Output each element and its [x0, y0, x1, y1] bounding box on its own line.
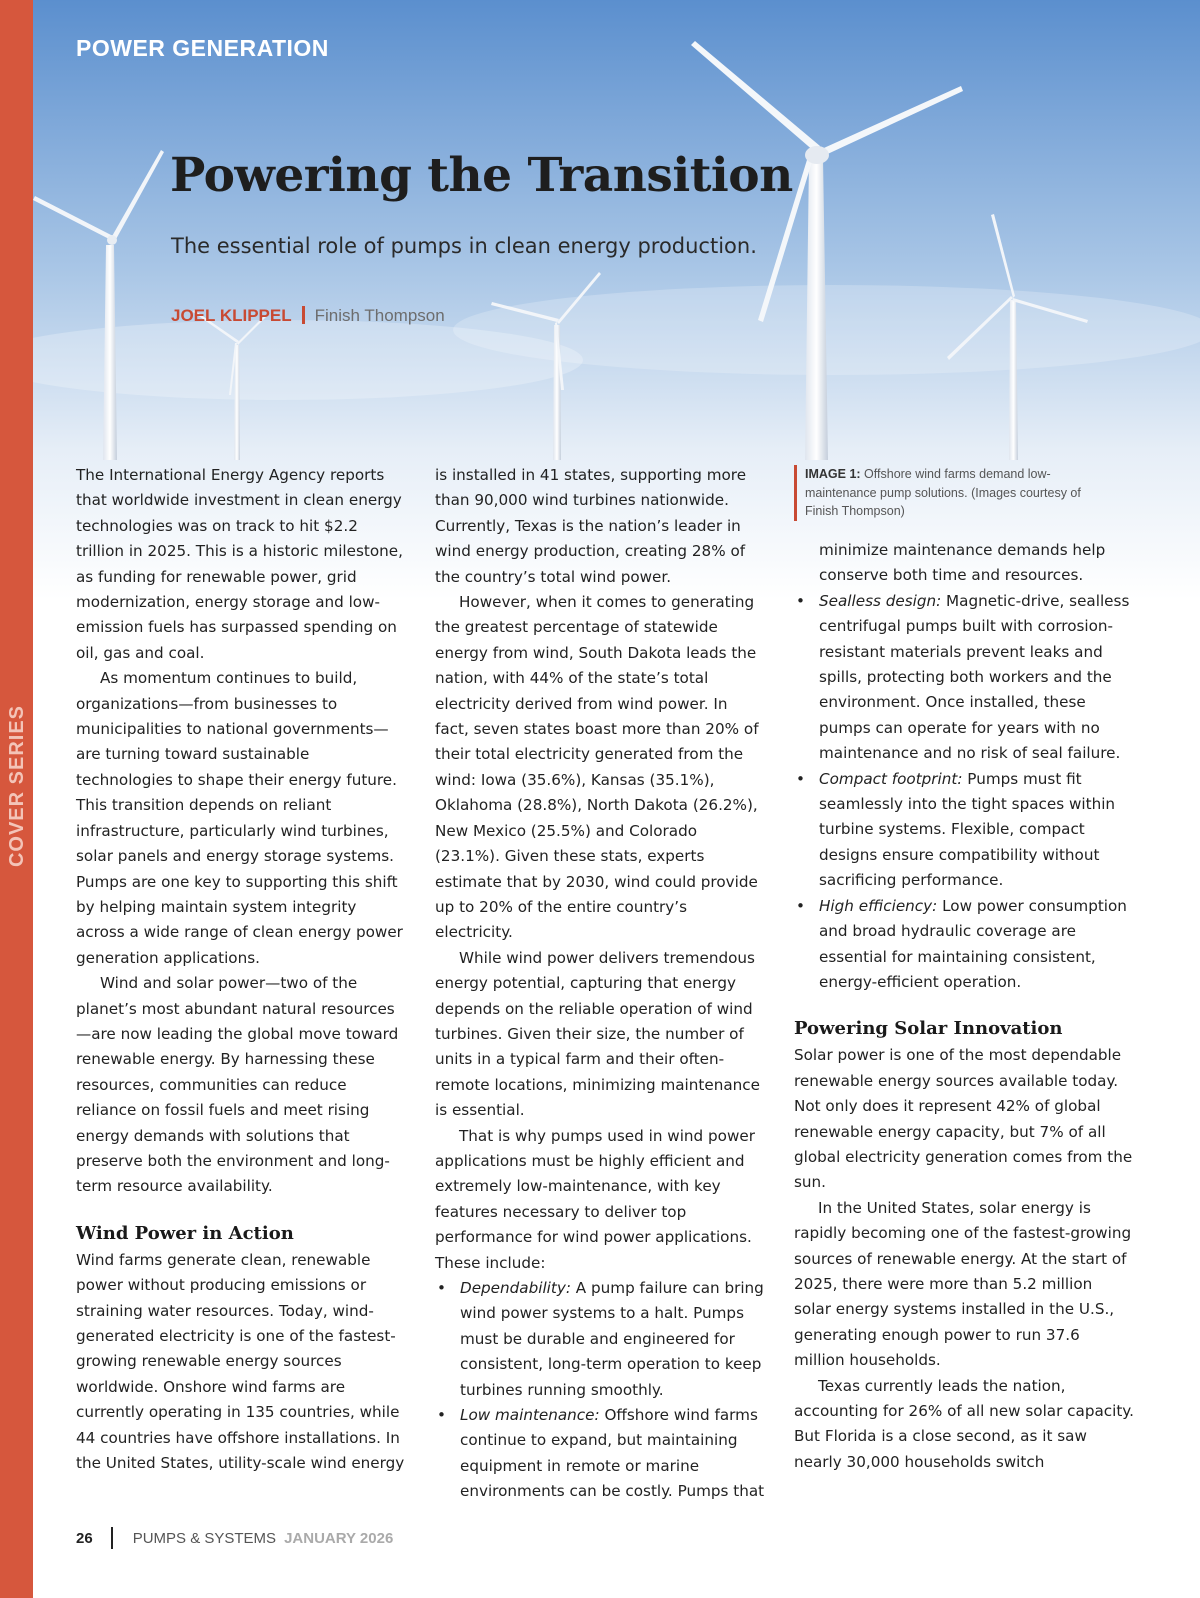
- column-1: [76, 463, 406, 1476]
- bullet-text: Magnetic-drive, sealless centrifugal pumps built with corrosion-resistant materials prevent leaks and spills, protecting both workers and the environment. Once installed, these pumps can operate for years with no maintenance and no risk of seal failure.: [819, 591, 1130, 763]
- page-footer: [76, 1527, 393, 1549]
- list-item: [794, 894, 1134, 996]
- caption-label: IMAGE 1:: [805, 467, 861, 481]
- feature-list: [794, 589, 1134, 996]
- column-2: [435, 463, 765, 1505]
- bullet-term: Dependability:: [460, 1279, 571, 1297]
- paragraph: Wind farms generate clean, renewable power without producing emissions or straining water resources. Today, wind-generated electricity is one of the fastest-growing renewable energy sources worldwide. Onshore wind farms are currently operating in 135 countries, while 44 countries have offshore installations. In the United States, utility-scale wind energy: [76, 1250, 405, 1473]
- feature-list: [435, 1276, 765, 1505]
- image-caption: [794, 465, 1094, 521]
- footer-divider: [111, 1527, 113, 1549]
- paragraph: In the United States, solar energy is rapidly becoming one of the fastest-growing sources of renewable energy. At the start of 2025, there were more than 5.2 million solar energy systems installed in the U.S., generating enough power to run 37.6 million households.: [794, 1198, 1132, 1370]
- cover-series-sidebar: [0, 0, 33, 1598]
- sidebar-label: COVER SERIES: [6, 704, 28, 868]
- bullet-text: Low power consumption and broad hydraulic coverage are essential for maintaining consistent, energy-efficient operation.: [819, 896, 1127, 991]
- bullet-text: Offshore wind farms continue to expand, but maintaining equipment in remote or marine environments can be costly. Pumps that: [460, 1406, 765, 1501]
- paragraph: However, when it comes to generating the greatest percentage of statewide energy from wind, South Dakota leads the nation, with 44% of the state’s total electricity derived from wind power. In fact, seven states boast more than 20% of their total electricity generated from the wind: Iowa (35.6%), Kansas (35.1%), Oklahoma (28.8%), North Dakota (26.2%), New Mexico (25.5%) and Colorado (23.1%). Given these stats, experts estimate that by 2030, wind could provide up to 20% of the entire country’s electricity.: [435, 593, 759, 942]
- bullet-term: High efficiency:: [819, 896, 938, 915]
- section-heading-wind: Wind Power in Action: [76, 1222, 294, 1244]
- bullet-term: Sealless design:: [819, 591, 942, 610]
- list-item: [435, 1276, 765, 1403]
- bullet-text: Pumps must fit seamlessly into the tight spaces within turbine systems. Flexible, compact designs ensure compatibility without sacrificing performance.: [819, 769, 1116, 890]
- caption-text: Offshore wind farms demand low-maintenance pump solutions. (Images courtesy of Finish Thompson): [805, 467, 1081, 518]
- column-3: [794, 538, 1134, 1475]
- byline: [171, 306, 445, 326]
- bullet-term: Compact footprint:: [819, 769, 963, 788]
- author-company: Finish Thompson: [314, 306, 445, 325]
- paragraph: Texas currently leads the nation, accounting for 26% of all new solar capacity. But Florida is a close second, as it saw nearly 30,000 households switch: [794, 1376, 1134, 1471]
- bullet-text: A pump failure can bring wind power systems to a halt. Pumps must be durable and engineered for consistent, long-term operation to keep turbines running smoothly.: [460, 1279, 764, 1399]
- article-title: Powering the Transition: [170, 148, 793, 203]
- paragraph: Wind and solar power—two of the planet’s most abundant natural resources—are now leading the global move toward renewable energy. By harnessing these resources, communities can reduce reliance on fossil fuels and meet rising energy demands with solutions that preserve both the environment and long-term resource availability.: [76, 974, 399, 1196]
- paragraph: is installed in 41 states, supporting more than 90,000 wind turbines nationwide. Currently, Texas is the nation’s leader in wind energy production, creating 28% of the country’s total wind power.: [435, 466, 747, 586]
- page-number: 26: [76, 1529, 93, 1547]
- publication-name: PUMPS & SYSTEMS: [132, 1529, 277, 1547]
- paragraph: As momentum continues to build, organizations—from businesses to municipalities to national governments—are turning toward sustainable technologies to shape their energy future. This transition depends on reliant infrastructure, particularly wind turbines, solar panels and energy storage systems. Pumps are one key to supporting this shift by helping maintain system integrity across a wide range of clean energy power generation applications.: [76, 669, 403, 967]
- bullet-term: Low maintenance:: [460, 1406, 600, 1425]
- list-item: [435, 1403, 765, 1505]
- paragraph: While wind power delivers tremendous energy potential, capturing that energy depends on the reliable operation of wind turbines. Given their size, the number of units in a typical farm and their often-remote locations, minimizing maintenance is essential.: [435, 948, 760, 1120]
- byline-divider: [302, 306, 305, 324]
- paragraph: minimize maintenance demands help conserve both time and resources.: [819, 541, 1106, 585]
- list-item: [794, 589, 1134, 767]
- paragraph: That is why pumps used in wind power applications must be highly efficient and extremely low-maintenance, with key features necessary to deliver top performance for wind power applications. These include:: [435, 1126, 755, 1272]
- section-tag: POWER GENERATION: [76, 35, 329, 61]
- article-subtitle: The essential role of pumps in clean energy production.: [171, 234, 757, 258]
- author-name: JOEL KLIPPEL: [171, 306, 292, 325]
- list-item: [794, 767, 1134, 894]
- section-heading-solar: Powering Solar Innovation: [794, 1018, 1063, 1040]
- paragraph: The International Energy Agency reports that worldwide investment in clean energy technologies was on track to hit $2.2 trillion in 2025. This is a historic milestone, as funding for renewable power, grid modernization, energy storage and low-emission fuels has surpassed spending on oil, gas and coal.: [76, 466, 403, 662]
- paragraph: Solar power is one of the most dependable renewable energy sources available today. Not only does it represent 42% of global renewable energy capacity, but 7% of all global electricity generation comes from the sun.: [794, 1046, 1133, 1192]
- issue-date: JANUARY 2026: [284, 1529, 394, 1547]
